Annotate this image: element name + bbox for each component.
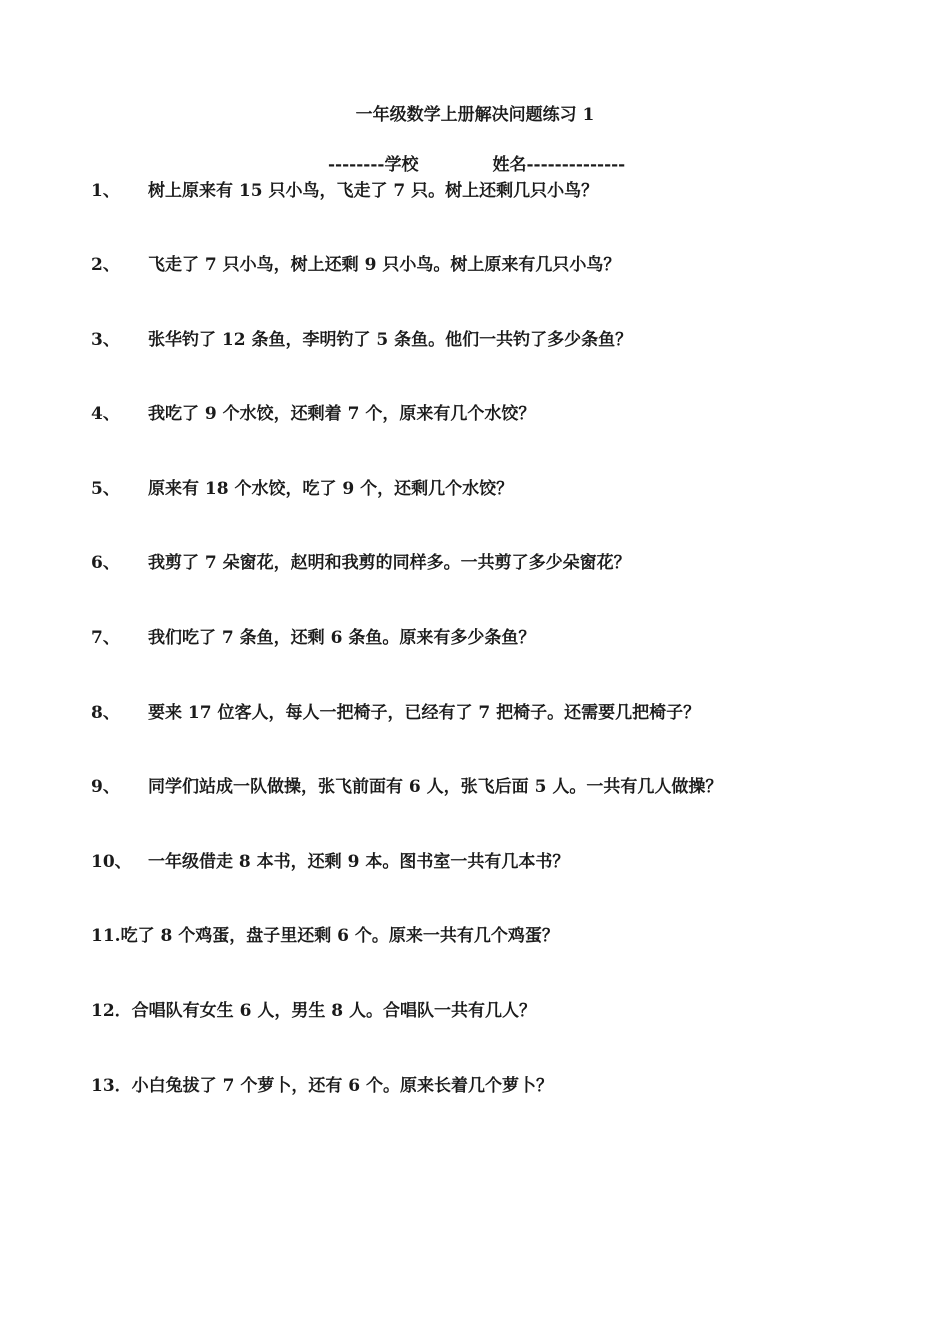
question-8 (91, 698, 700, 723)
question-9 (91, 772, 722, 797)
question-5 (91, 474, 513, 499)
question-text: 小白兔拔了 7 个萝卜，还有 6 个。原来长着几个萝卜？ (131, 1076, 554, 1096)
question-7 (91, 623, 535, 648)
question-text: 同学们站成一队做操，张飞前面有 6 人，张飞后面 5 人。一共有几人做操？ (148, 777, 723, 797)
question-10 (91, 847, 569, 872)
question-2 (91, 250, 620, 275)
question-number: 13． (91, 1076, 132, 1096)
question-number: 5、 (91, 479, 120, 499)
question-number: 2、 (91, 255, 120, 275)
question-text: 我吃了 9 个水饺，还剩着 7 个，原来有几个水饺？ (148, 404, 536, 424)
question-3 (91, 325, 632, 350)
question-number: 10、 (91, 852, 132, 872)
student-info-line (328, 150, 625, 175)
page-title: 一年级数学上册解决问题练习 1 (355, 105, 595, 125)
question-number: 9、 (91, 777, 120, 797)
question-1 (91, 176, 598, 201)
school-label: --------学校 (328, 155, 419, 175)
question-text: 合唱队有女生 6 人，男生 8 人。合唱队一共有几人？ (131, 1001, 537, 1021)
question-text: 吃了 8 个鸡蛋，盘子里还剩 6 个。原来一共有几个鸡蛋？ (120, 926, 559, 946)
question-13 (91, 1071, 553, 1096)
question-number: 11. (91, 926, 121, 946)
question-4 (91, 399, 535, 424)
question-number: 8、 (91, 703, 120, 723)
question-number: 3、 (91, 330, 120, 350)
question-text: 树上原来有 15 只小鸟，飞走了 7 只。树上还剩几只小鸟？ (148, 181, 599, 201)
question-number: 7、 (91, 628, 120, 648)
question-number: 6、 (91, 553, 120, 573)
question-number: 4、 (91, 404, 120, 424)
question-6 (91, 548, 631, 573)
question-text: 我们吃了 7 条鱼，还剩 6 条鱼。原来有多少条鱼？ (148, 628, 536, 648)
question-text: 我剪了 7 朵窗花，赵明和我剪的同样多。一共剪了多少朵窗花？ (148, 553, 631, 573)
question-12 (91, 996, 536, 1021)
question-text: 要来 17 位客人，每人一把椅子，已经有了 7 把椅子。还需要几把椅子？ (148, 703, 701, 723)
name-label: 姓名-------------- (492, 155, 626, 175)
question-text: 飞走了 7 只小鸟，树上还剩 9 只小鸟。树上原来有几只小鸟？ (148, 255, 621, 275)
question-11 (91, 921, 559, 946)
question-text: 张华钓了 12 条鱼，李明钓了 5 条鱼。他们一共钓了多少条鱼？ (148, 330, 633, 350)
question-text: 原来有 18 个水饺，吃了 9 个，还剩几个水饺？ (148, 479, 514, 499)
question-text: 一年级借走 8 本书，还剩 9 本。图书室一共有几本书？ (148, 852, 570, 872)
question-number: 1、 (91, 181, 120, 201)
question-number: 12． (91, 1001, 132, 1021)
